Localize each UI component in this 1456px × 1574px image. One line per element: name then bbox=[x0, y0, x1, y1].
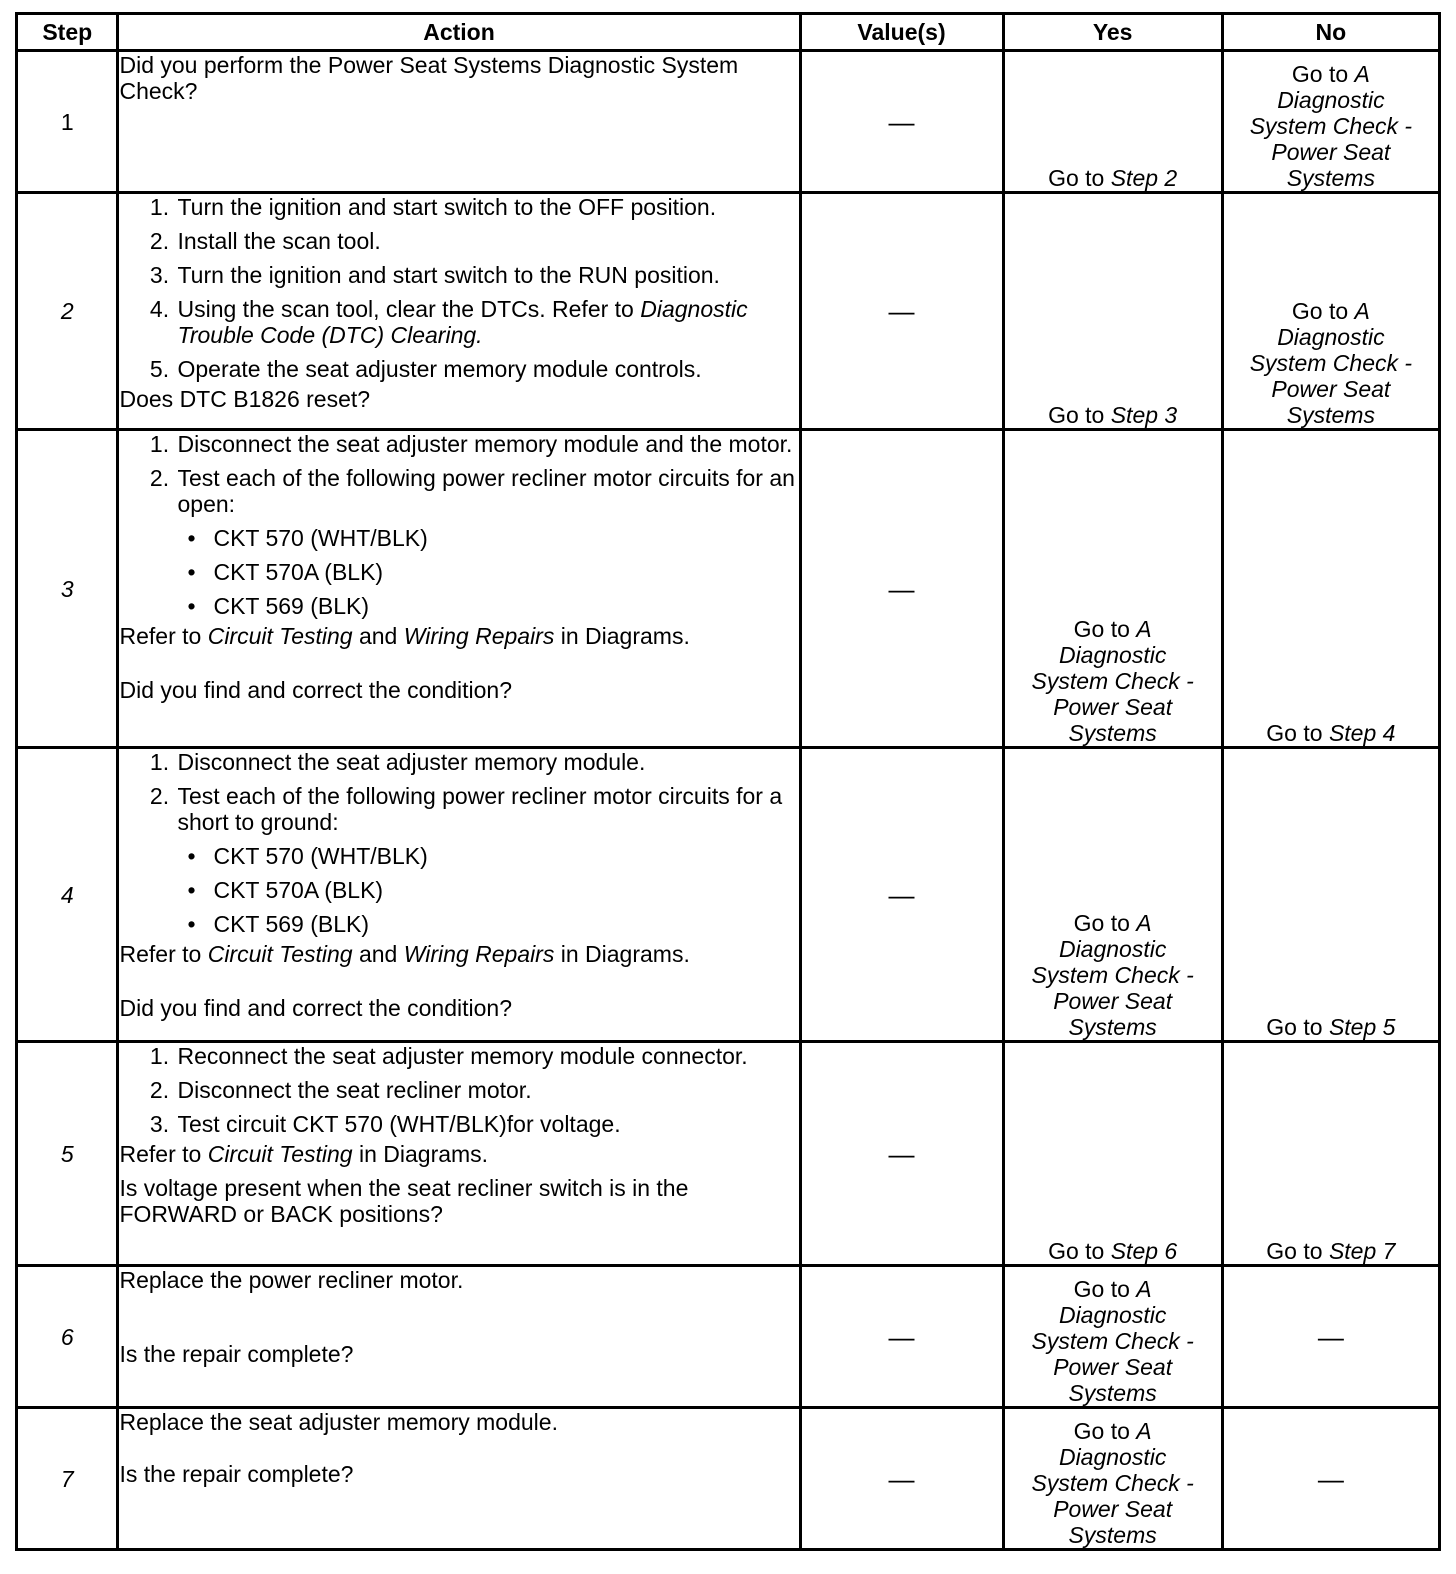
circuit-item: • CKT 570 (WHT/BLK) bbox=[211, 525, 798, 551]
refer-to-text: Refer to bbox=[119, 941, 202, 967]
action-step: 3. Test circuit CKT 570 (WHT/BLK)for voltage. bbox=[175, 1111, 798, 1137]
diag-ref-line: Power Seat bbox=[1053, 1496, 1173, 1522]
diag-ref-line: Systems bbox=[1068, 1522, 1157, 1548]
header-action: Action bbox=[118, 14, 800, 51]
goto-step-link: Step 3 bbox=[1110, 402, 1178, 428]
refer-line bbox=[119, 623, 798, 649]
table-row bbox=[17, 430, 1440, 748]
and-text: and bbox=[358, 941, 398, 967]
table-row bbox=[17, 1042, 1440, 1266]
diagrams-text: Diagrams. bbox=[383, 1141, 489, 1167]
yes-cell bbox=[1003, 748, 1222, 1042]
diagnostic-table bbox=[15, 12, 1441, 1551]
header-no: No bbox=[1222, 14, 1439, 51]
diag-ref-line: System Check - bbox=[1031, 962, 1194, 988]
diag-ref-line: Diagnostic bbox=[1058, 642, 1167, 668]
value-cell: — bbox=[800, 51, 1003, 193]
action-step: 1. Disconnect the seat adjuster memory module. bbox=[175, 749, 798, 775]
action-step: 1. Reconnect the seat adjuster memory module connector. bbox=[175, 1043, 798, 1069]
question-text: Did you find and correct the condition? bbox=[119, 677, 513, 703]
diag-ref-line: Power Seat bbox=[1053, 988, 1173, 1014]
yes-cell bbox=[1003, 430, 1222, 748]
diag-ref-a: A bbox=[1136, 1276, 1152, 1302]
diag-ref-line: Systems bbox=[1068, 1380, 1157, 1406]
diag-ref-line: Power Seat bbox=[1271, 376, 1391, 402]
goto-prefix: Go to bbox=[1266, 720, 1323, 746]
table-row bbox=[17, 748, 1440, 1042]
diag-ref-line: System Check - bbox=[1249, 350, 1413, 376]
action-step: 1. Turn the ignition and start switch to the OFF position. bbox=[175, 194, 798, 220]
circuit-list bbox=[177, 525, 798, 619]
step-number: 1 bbox=[17, 51, 118, 193]
diag-ref-a: A bbox=[1354, 61, 1370, 87]
step-number: 3 bbox=[17, 430, 118, 748]
action-line: Replace the seat adjuster memory module. bbox=[119, 1409, 558, 1435]
question-text: Did you find and correct the condition? bbox=[119, 995, 513, 1021]
value-cell: — bbox=[800, 1042, 1003, 1266]
goto-prefix: Go to bbox=[1266, 1238, 1323, 1264]
diag-ref-line: Diagnostic bbox=[1277, 324, 1385, 350]
diag-ref-line: Systems bbox=[1068, 1014, 1157, 1040]
no-cell bbox=[1222, 430, 1439, 748]
step-number: 2 bbox=[17, 193, 118, 430]
and-text: and bbox=[358, 623, 398, 649]
value-cell: — bbox=[800, 193, 1003, 430]
circuit-item: • CKT 570 (WHT/BLK) bbox=[211, 843, 798, 869]
diag-ref-line: Systems bbox=[1068, 720, 1157, 746]
action-steps bbox=[119, 194, 798, 382]
diag-ref-line: Power Seat bbox=[1271, 139, 1391, 165]
yes-cell bbox=[1003, 193, 1222, 430]
circuit-item: • CKT 570A (BLK) bbox=[211, 877, 798, 903]
question-text: Is the repair complete? bbox=[119, 1341, 354, 1367]
table-header-row bbox=[17, 14, 1440, 51]
yes-cell bbox=[1003, 1042, 1222, 1266]
diag-ref-line: System Check - bbox=[1031, 1328, 1194, 1354]
diag-ref-line: System Check - bbox=[1031, 668, 1194, 694]
goto-step-link: Step 6 bbox=[1110, 1238, 1178, 1264]
value-cell: — bbox=[800, 1408, 1003, 1550]
action-step: 1. Disconnect the seat adjuster memory module and the motor. bbox=[175, 431, 798, 457]
action-step-text: Test each of the following power recliner motor circuits for an open: bbox=[177, 465, 795, 517]
diag-ref-line: Diagnostic bbox=[1277, 87, 1385, 113]
question-text: Did you perform the Power Seat Systems Diagnostic System Check? bbox=[119, 52, 739, 104]
question-text: Does DTC B1826 reset? bbox=[119, 386, 371, 412]
no-cell bbox=[1222, 748, 1439, 1042]
circuit-testing-ref: Circuit Testing bbox=[207, 941, 353, 967]
diag-ref-a: A bbox=[1136, 910, 1152, 936]
goto-prefix: Go to bbox=[1266, 1014, 1323, 1040]
action-step bbox=[175, 465, 798, 619]
action-line: Replace the power recliner motor. bbox=[119, 1267, 464, 1293]
refer-line bbox=[119, 1141, 798, 1167]
diagrams-text: Diagrams. bbox=[585, 941, 690, 967]
action-steps bbox=[119, 431, 798, 619]
goto-step-link: Step 7 bbox=[1328, 1238, 1396, 1264]
diag-ref-line: Systems bbox=[1286, 402, 1375, 428]
action-cell bbox=[118, 1042, 800, 1266]
circuit-item: • CKT 569 (BLK) bbox=[211, 593, 798, 619]
action-cell bbox=[118, 1408, 800, 1550]
diag-ref-a: A bbox=[1354, 298, 1370, 324]
goto-step-link: Step 4 bbox=[1328, 720, 1396, 746]
diag-ref-line: Power Seat bbox=[1053, 1354, 1173, 1380]
goto-prefix: Go to bbox=[1073, 910, 1130, 936]
action-step: 5. Operate the seat adjuster memory module controls. bbox=[175, 356, 798, 382]
goto-prefix: Go to bbox=[1073, 1418, 1130, 1444]
refer-line bbox=[119, 941, 798, 967]
diag-ref-line: Diagnostic bbox=[1058, 1302, 1167, 1328]
refer-to-text: Refer to bbox=[119, 623, 202, 649]
no-cell: — bbox=[1222, 1408, 1439, 1550]
in-text: in bbox=[358, 1141, 377, 1167]
circuit-testing-ref: Circuit Testing bbox=[207, 1141, 353, 1167]
action-steps bbox=[119, 749, 798, 937]
yes-cell bbox=[1003, 1408, 1222, 1550]
question-text: Is voltage present when the seat recliner switch is in the FORWARD or BACK positions? bbox=[119, 1175, 689, 1227]
diagrams-text: Diagrams. bbox=[585, 623, 690, 649]
goto-prefix: Go to bbox=[1073, 1276, 1130, 1302]
goto-prefix: Go to bbox=[1291, 298, 1349, 324]
action-step bbox=[175, 296, 798, 348]
in-text: in bbox=[560, 941, 579, 967]
step-number: 4 bbox=[17, 748, 118, 1042]
question-text: Is the repair complete? bbox=[119, 1461, 354, 1487]
table-row bbox=[17, 1408, 1440, 1550]
goto-prefix: Go to bbox=[1073, 616, 1130, 642]
circuit-item: • CKT 570A (BLK) bbox=[211, 559, 798, 585]
diag-ref-line: Systems bbox=[1286, 165, 1375, 191]
goto-prefix: Go to bbox=[1291, 61, 1349, 87]
circuit-list bbox=[177, 843, 798, 937]
value-cell: — bbox=[800, 430, 1003, 748]
action-step-text: Test each of the following power recliner motor circuits for a short to ground: bbox=[177, 783, 783, 835]
no-cell bbox=[1222, 193, 1439, 430]
table-row bbox=[17, 1266, 1440, 1408]
diag-ref-line: System Check - bbox=[1031, 1470, 1194, 1496]
diag-ref-a: A bbox=[1136, 1418, 1152, 1444]
step-number: 7 bbox=[17, 1408, 118, 1550]
yes-cell bbox=[1003, 1266, 1222, 1408]
step-number: 6 bbox=[17, 1266, 118, 1408]
table-row bbox=[17, 193, 1440, 430]
header-step: Step bbox=[17, 14, 118, 51]
action-cell bbox=[118, 193, 800, 430]
table-row bbox=[17, 51, 1440, 193]
header-yes: Yes bbox=[1003, 14, 1222, 51]
action-steps bbox=[119, 1043, 798, 1137]
goto-prefix: Go to bbox=[1048, 1238, 1105, 1264]
diag-ref-line: System Check - bbox=[1249, 113, 1413, 139]
diag-ref-line: Power Seat bbox=[1053, 694, 1173, 720]
circuit-item: • CKT 569 (BLK) bbox=[211, 911, 798, 937]
goto-prefix: Go to bbox=[1048, 402, 1105, 428]
dtc-clearing-ref: Diagnostic Trouble Code (DTC) Clearing. bbox=[177, 296, 748, 348]
diag-ref-a: A bbox=[1136, 616, 1152, 642]
wiring-repairs-ref: Wiring Repairs bbox=[403, 623, 555, 649]
action-cell bbox=[118, 1266, 800, 1408]
header-values: Value(s) bbox=[800, 14, 1003, 51]
action-step: 3. Turn the ignition and start switch to the RUN position. bbox=[175, 262, 798, 288]
action-step bbox=[175, 783, 798, 937]
value-cell: — bbox=[800, 1266, 1003, 1408]
no-cell: — bbox=[1222, 1266, 1439, 1408]
no-cell bbox=[1222, 51, 1439, 193]
refer-to-text: Refer to bbox=[119, 1141, 202, 1167]
action-step: 2. Disconnect the seat recliner motor. bbox=[175, 1077, 798, 1103]
yes-cell bbox=[1003, 51, 1222, 193]
step-number: 5 bbox=[17, 1042, 118, 1266]
action-step: 2. Install the scan tool. bbox=[175, 228, 798, 254]
wiring-repairs-ref: Wiring Repairs bbox=[403, 941, 555, 967]
circuit-testing-ref: Circuit Testing bbox=[207, 623, 353, 649]
value-cell: — bbox=[800, 748, 1003, 1042]
action-cell bbox=[118, 51, 800, 193]
no-cell bbox=[1222, 1042, 1439, 1266]
diag-ref-line: Diagnostic bbox=[1058, 936, 1167, 962]
goto-prefix: Go to bbox=[1048, 165, 1105, 191]
action-cell bbox=[118, 430, 800, 748]
action-step-text: Using the scan tool, clear the DTCs. Refer to bbox=[177, 296, 634, 322]
in-text: in bbox=[560, 623, 579, 649]
goto-step-link: Step 5 bbox=[1328, 1014, 1396, 1040]
action-cell bbox=[118, 748, 800, 1042]
goto-step-link: Step 2 bbox=[1110, 165, 1178, 191]
diag-ref-line: Diagnostic bbox=[1058, 1444, 1167, 1470]
